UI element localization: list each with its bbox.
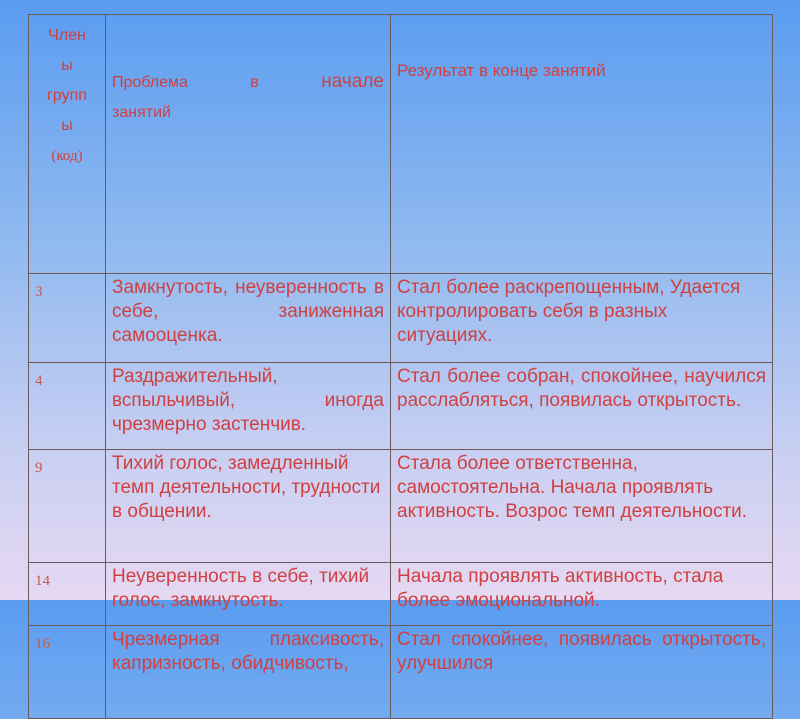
member-code: 9 [29,450,106,563]
result-cell: Стал более собран, спокойнее, научился расслабляться, появилась открытость. [391,363,773,450]
results-table-container [28,14,772,674]
problem-cell: Чрезмерная плаксивость, капризность, обидчивость, [106,626,391,719]
table-row [29,626,773,719]
header-line: ы [61,57,73,74]
table-row [29,363,773,450]
header-word: Проблема [112,74,188,91]
header-word: начале [321,71,384,92]
member-code: 16 [29,626,106,719]
table-header-row [29,15,773,274]
header-line: (код) [51,148,83,164]
problem-cell: Тихий голос, замедленный темп деятельности, трудности в общении. [106,450,391,563]
result-cell: Стала более ответственна, самостоятельна. Начала проявлять активность. Возрос темп деятельности. [391,450,773,563]
table-row [29,274,773,363]
member-code: 14 [29,563,106,626]
problem-cell: Замкнутость, неуверенность в себе, заниженная самооценка. [106,274,391,363]
header-line: групп [47,87,87,104]
member-code: 3 [29,274,106,363]
result-cell: Стал спокойнее, появилась открытость, улучшился [391,626,773,719]
header-group-members [29,15,106,274]
header-word: в [250,74,259,91]
result-cell: Начала проявлять активность, стала более эмоциональной. [391,563,773,626]
header-result: Результат в конце занятий [391,15,773,274]
header-line: занятий [112,104,171,121]
header-problem [106,15,391,274]
result-cell: Стал более раскрепощенным, Удается контролировать себя в разных ситуациях. [391,274,773,363]
header-line: Член [48,27,86,44]
header-line: ы [61,117,73,134]
results-table [28,14,773,719]
problem-cell: Раздражительный, вспыльчивый, иногда чрезмерно застенчив. [106,363,391,450]
table-row [29,563,773,626]
member-code: 4 [29,363,106,450]
table-row [29,450,773,563]
problem-cell: Неуверенность в себе, тихий голос, замкнутость. [106,563,391,626]
